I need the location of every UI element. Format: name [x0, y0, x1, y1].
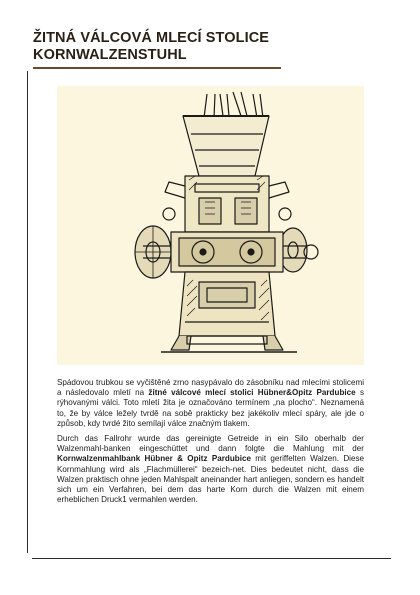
roller-mill-drawing-icon: [57, 86, 364, 365]
paragraph-czech-part1: Spádovou trubkou se vyčištěné zrno nasypávalo do zásobníku nad mlecími stolicemi a následovalo mletí na: [57, 378, 364, 398]
paragraph-czech-part2: s rýhovanými válci. Toto mletí žita je označováno termínem „na plocho“. Neznamená to, že by válce ležely tvrdě na sobě prakticky bez jakékoliv mlecí spáry, ale jde o způsob, kdy tvrdé žito semílají válce značným tlakem.: [57, 388, 364, 428]
description-text: [57, 378, 364, 510]
title-line-german: KORNWALZENSTUHL: [33, 47, 187, 63]
paragraph-czech: [57, 378, 364, 429]
title-underline: [33, 67, 281, 69]
paragraph-czech-bold: žitné válcové mlecí stolici Hübner&Opitz Pardubice: [148, 388, 356, 398]
paragraph-german-bold: Kornwalzenmahlbank Hübner & Opitz Pardubice: [57, 454, 251, 464]
paragraph-german-part2: mit geriffelten Walzen. Diese Kornmahlung wird als „Flachmüllerei“ bezeich-net. Dies bedeutet nicht, dass die Walzen praktisch ohne jeden Mahlspalt aneinander hart anliegen, sondern es handelt sich um ein Verfahren, bei dem das harte Korn durch die Walzen mit einem erheblichen Druck1 vermahlen werden.: [57, 454, 365, 505]
paragraph-german: [57, 434, 364, 505]
paragraph-german-part1: Durch das Fallrohr wurde das gereinigte Getreide in ein Silo oberhalb der Walzenmahl-banken eingeschüttet und dann folgte die Mahlung mit der: [57, 434, 364, 454]
title-line-czech: ŽITNÁ VÁLCOVÁ MLECÍ STOLICE: [33, 30, 270, 46]
roller-mill-illustration: [57, 86, 364, 365]
page-title: [33, 30, 283, 69]
frame-corner-gap: [20, 553, 32, 563]
